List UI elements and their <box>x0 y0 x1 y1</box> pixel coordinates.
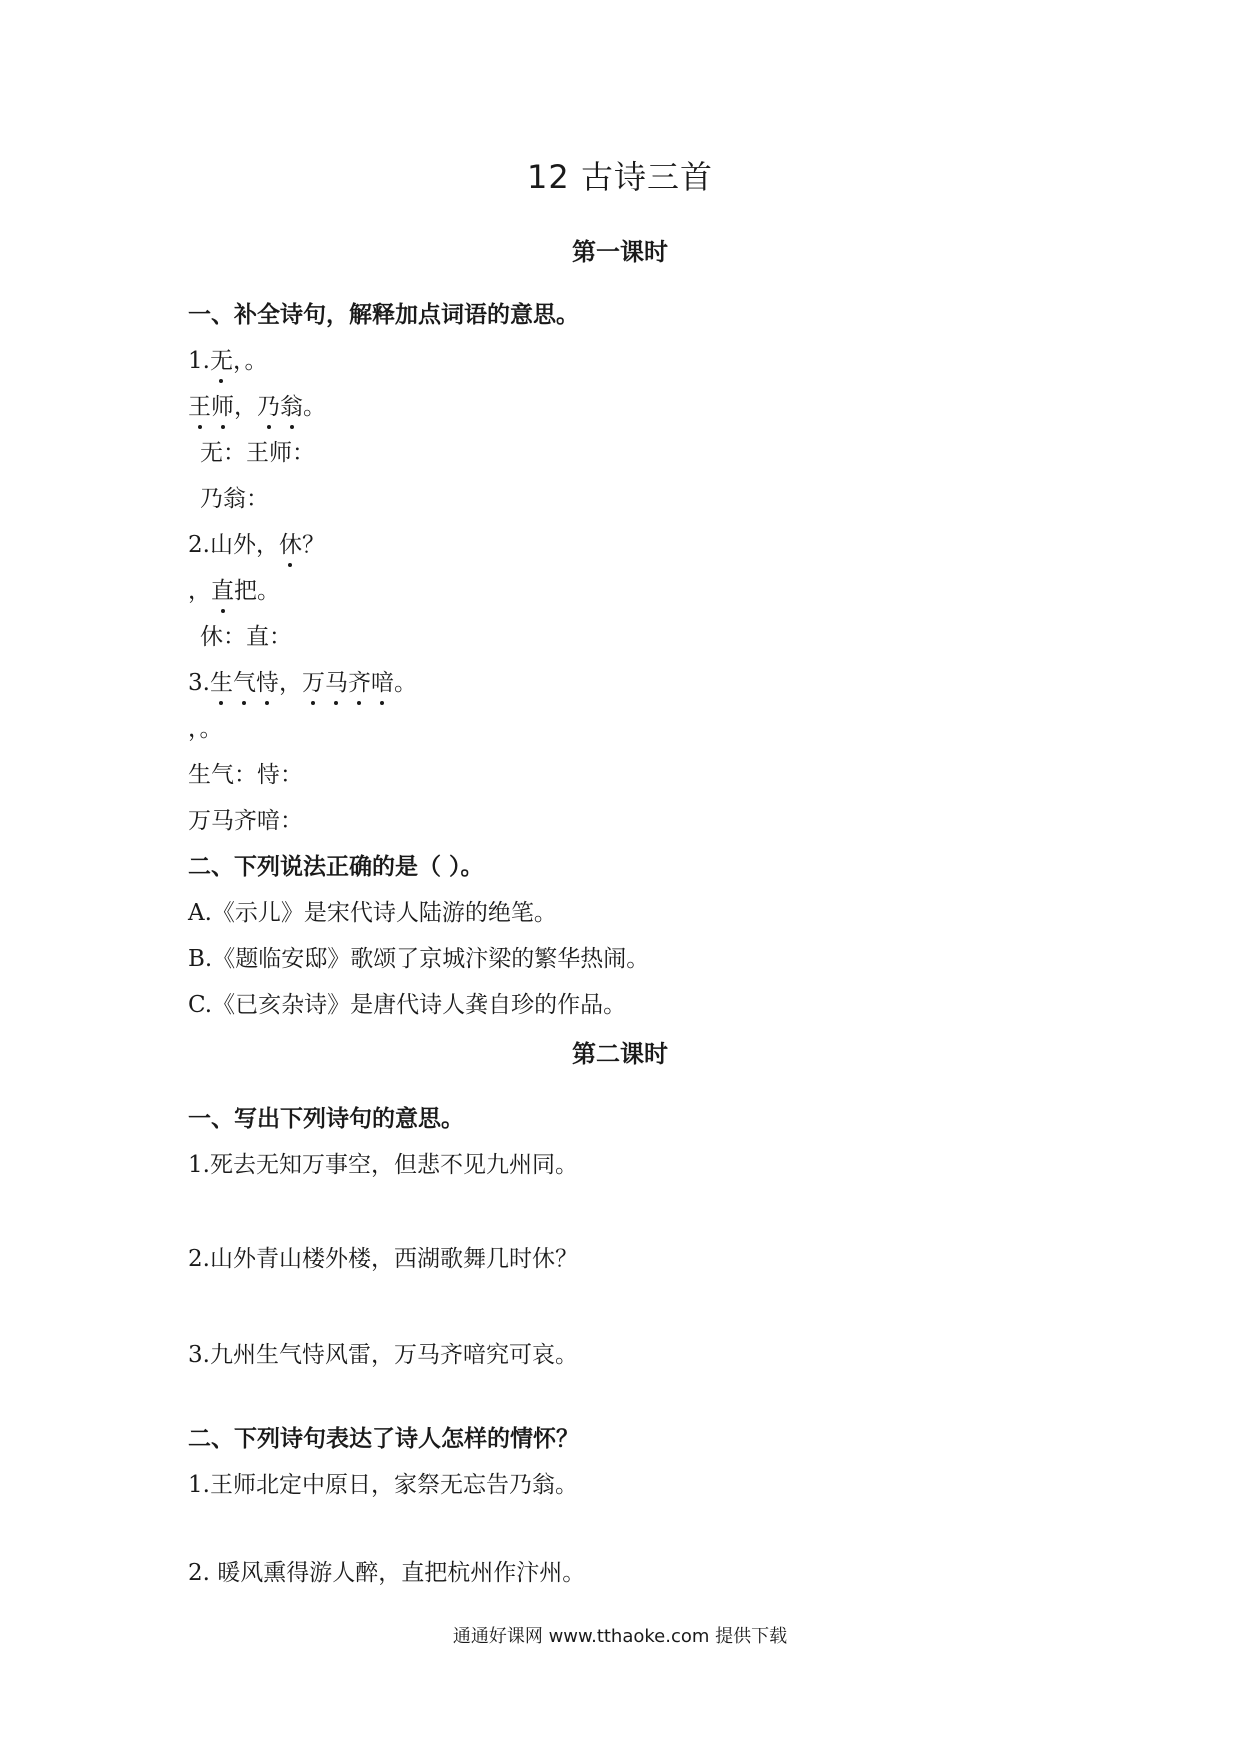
l1-q2-heading: 二、下列说法正确的是（ ）。 <box>188 854 484 880</box>
l1-q2-option-b: B.《题临安邸》歌颂了京城汴梁的繁华热闹。 <box>188 946 650 972</box>
l2-q2-heading: 二、下列诗句表达了诗人怎样的情怀？ <box>188 1426 579 1452</box>
lesson1-heading: 第一课时 <box>572 238 668 266</box>
l1-q1-item1-def2: 乃翁： <box>200 486 269 512</box>
l1-q1-item2-line2: ，直把。 <box>188 572 280 605</box>
l1-q1-item3-def2: 万马齐喑： <box>188 808 303 834</box>
page-title: 12 古诗三首 <box>527 158 713 196</box>
l2-q1-item2: 2.山外青山楼外楼，西湖歌舞几时休？ <box>188 1246 578 1272</box>
l1-q1-item1-line2: 王师，乃翁。 <box>188 388 326 421</box>
l2-q1-heading: 一、写出下列诗句的意思。 <box>188 1106 464 1132</box>
lesson2-heading: 第二课时 <box>572 1040 668 1068</box>
l1-q2-option-a: A.《示儿》是宋代诗人陆游的绝笔。 <box>188 900 557 926</box>
l2-q2-item2: 2. 暖风熏得游人醉，直把杭州作汴州。 <box>188 1560 586 1586</box>
footer-source-text: 通通好课网 www.tthaoke.com 提供下载 <box>452 1626 788 1647</box>
l1-q1-item3-def1: 生气：恃： <box>188 762 303 788</box>
l1-q1-item2-def: 休：直： <box>200 624 292 650</box>
l1-q1-item3-line2: ，。 <box>188 716 223 742</box>
l1-q1-item1-def1: 无：王师： <box>200 440 315 466</box>
l1-q1-item3-line1: 3.生气恃，万马齐喑。 <box>188 664 417 697</box>
l1-q1-item2-line1: 2.山外，休？ <box>188 526 325 559</box>
l2-q1-item3: 3.九州生气恃风雷，万马齐喑究可哀。 <box>188 1342 578 1368</box>
l2-q1-item1: 1.死去无知万事空，但悲不见九州同。 <box>188 1152 578 1178</box>
l2-q2-item1: 1.王师北定中原日，家祭无忘告乃翁。 <box>188 1472 578 1498</box>
l1-q1-heading: 一、补全诗句，解释加点词语的意思。 <box>188 302 579 328</box>
l1-q2-option-c: C.《已亥杂诗》是唐代诗人龚自珍的作品。 <box>188 992 627 1018</box>
l1-q1-item1-line1: 1.无，。 <box>188 342 267 375</box>
